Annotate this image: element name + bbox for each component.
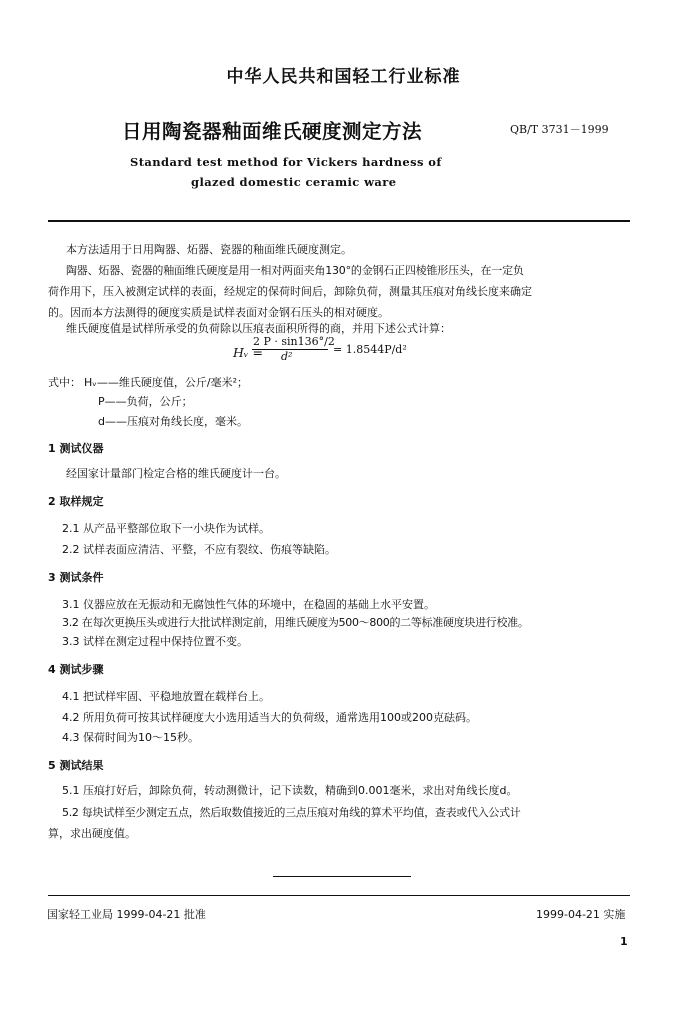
where-p: P——负荷，公斤；: [98, 395, 193, 408]
section-5-item-1: 5.1 压痕打好后，卸除负荷，转动测微计，记下读数，精确到0.001毫米，求出对角线长度d。: [62, 784, 518, 797]
section-2-item-2: 2.2 试样表面应清洁、平整，不应有裂纹、伤痕等缺陷。: [62, 543, 336, 556]
section-heading-1: 1 测试仪器: [48, 442, 104, 455]
document-title: 日用陶瓷器釉面维氏硬度测定方法: [122, 120, 423, 143]
issuing-authority: 中华人民共和国轻工行业标准: [226, 67, 461, 87]
where-hv: Hᵥ——维氏硬度值，公斤/毫米²；: [84, 376, 248, 389]
section-heading-2: 2 取样规定: [48, 495, 104, 508]
vickers-formula: [233, 337, 463, 363]
page-number: 1: [620, 935, 628, 948]
section-3-item-1: 3.1 仪器应放在无振动和无腐蚀性气体的环境中，在稳固的基础上水平安置。: [62, 598, 435, 611]
intro-paragraph-2-line-2: 荷作用下，压入被测定试样的表面，经规定的保荷时间后，卸除负荷，测量其压痕对角线长度来确定: [48, 285, 532, 298]
header-rule: [48, 220, 630, 222]
english-title-line-2: glazed domestic ceramic ware: [191, 175, 397, 189]
formula-denominator: d²: [281, 350, 293, 363]
intro-paragraph-2-line-1: 陶器、炻器、瓷器的釉面维氏硬度是用一相对两面夹角130°的金钢石正四棱锥形压头，在一定负: [66, 264, 524, 277]
section-4-item-1: 4.1 把试样牢固、平稳地放置在载样台上。: [62, 690, 270, 703]
section-5-item-2: 5.2 每块试样至少测定五点，然后取数值接近的三点压痕对角线的算术平均值，查表或代入公式计: [62, 806, 521, 819]
section-heading-3: 3 测试条件: [48, 571, 104, 584]
section-4-item-2: 4.2 所用负荷可按其试样硬度大小选用适当大的负荷级，通常选用100或200克砝码。: [62, 711, 477, 724]
english-title-line-1: Standard test method for Vickers hardness of: [130, 155, 442, 169]
implementation-date: 1999-04-21 实施: [536, 908, 626, 921]
end-of-text-rule: [273, 876, 411, 877]
formula-lhs: Hᵥ =: [233, 345, 264, 360]
where-lead: 式中：: [48, 376, 81, 389]
section-4-item-3: 4.3 保荷时间为10～15秒。: [62, 731, 199, 744]
where-d: d——压痕对角线长度，毫米。: [98, 415, 248, 428]
approval-date: 国家轻工业局 1999-04-21 批准: [47, 908, 206, 921]
footer-rule: [48, 895, 630, 896]
section-5-item-2-continued: 算，求出硬度值。: [48, 827, 136, 840]
section-1-item-1: 经国家计量部门检定合格的维氏硬度计一台。: [66, 467, 286, 480]
intro-paragraph-2-line-3: 的。因而本方法测得的硬度实质是试样表面对金钢石压头的相对硬度。: [48, 306, 389, 319]
section-heading-5: 5 测试结果: [48, 759, 104, 772]
formula-rhs: = 1.8544P/d²: [333, 343, 407, 356]
section-2-item-1: 2.1 从产品平整部位取下一小块作为试样。: [62, 522, 270, 535]
intro-paragraph-3: 维氏硬度值是试样所承受的负荷除以压痕表面积所得的商，并用下述公式计算：: [66, 322, 451, 335]
standard-code: QB/T 3731－1999: [510, 123, 609, 136]
section-3-item-3: 3.3 试样在测定过程中保持位置不变。: [62, 635, 248, 648]
intro-paragraph-1: 本方法适用于日用陶器、炻器、瓷器的釉面维氏硬度测定。: [66, 243, 352, 256]
section-heading-4: 4 测试步骤: [48, 663, 104, 676]
section-3-item-2: 3.2 在每次更换压头或进行大批试样测定前，用维氏硬度为500～800的二等标准硬度块进行校准。: [62, 616, 529, 629]
formula-numerator: 2 P · sin136°/2: [253, 335, 335, 348]
